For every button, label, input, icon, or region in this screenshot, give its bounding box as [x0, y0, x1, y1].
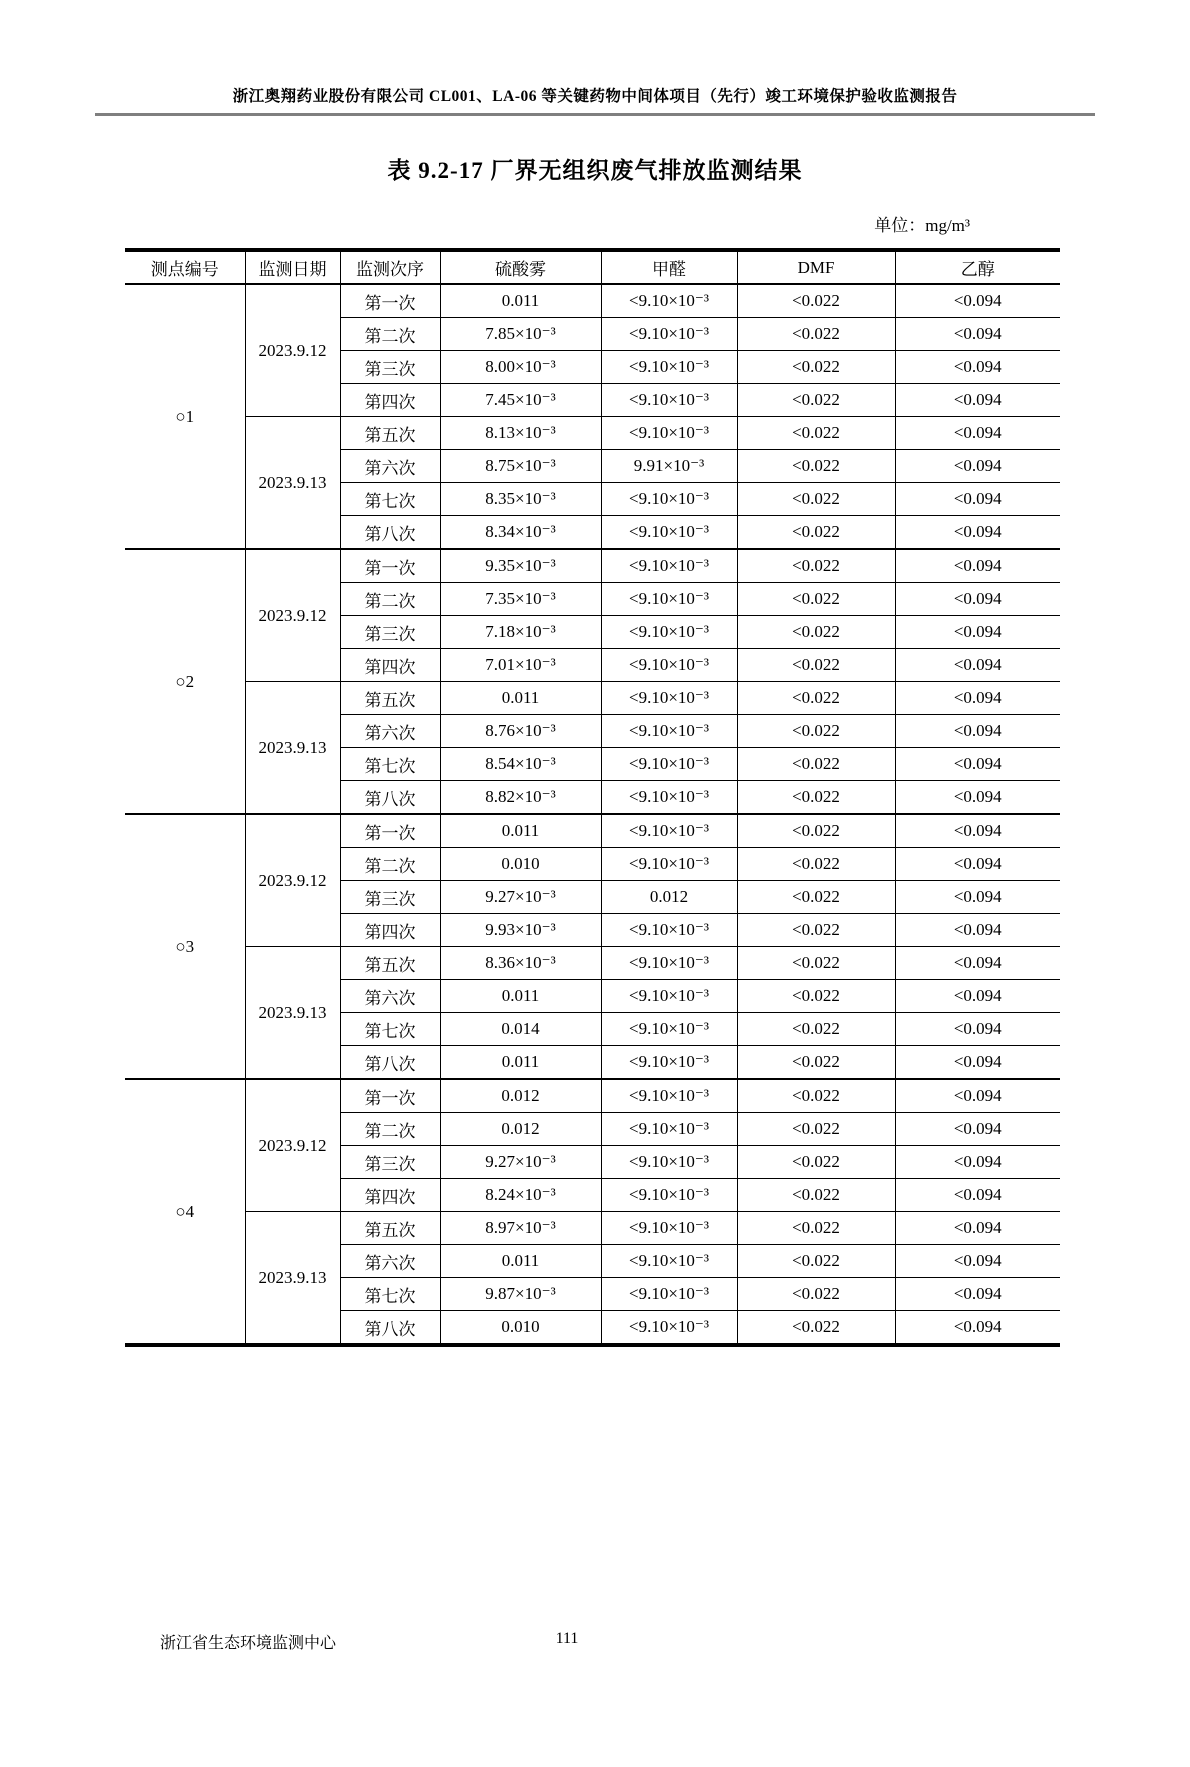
value-cell: <9.10×10⁻³ — [601, 417, 737, 450]
value-cell: <0.022 — [737, 384, 895, 417]
date-cell: 2023.9.13 — [245, 1212, 340, 1346]
sequence-cell: 第八次 — [340, 781, 440, 815]
value-cell: <0.022 — [737, 318, 895, 351]
value-cell: <0.094 — [895, 1179, 1060, 1212]
monitoring-results-table — [125, 248, 1060, 1347]
value-cell: <0.022 — [737, 781, 895, 815]
value-cell: <9.10×10⁻³ — [601, 483, 737, 516]
value-cell: <0.022 — [737, 616, 895, 649]
value-cell: 9.91×10⁻³ — [601, 450, 737, 483]
footer-organization: 浙江省生态环境监测中心 — [160, 1635, 337, 1652]
sequence-cell: 第五次 — [340, 1212, 440, 1245]
table-header — [125, 250, 1060, 284]
table-row — [125, 549, 1060, 583]
sequence-cell: 第四次 — [340, 914, 440, 947]
point-id-cell: ○2 — [125, 549, 245, 814]
value-cell: 9.35×10⁻³ — [440, 549, 601, 583]
value-cell: 8.00×10⁻³ — [440, 351, 601, 384]
sequence-cell: 第三次 — [340, 351, 440, 384]
value-cell: <9.10×10⁻³ — [601, 549, 737, 583]
date-cell: 2023.9.13 — [245, 417, 340, 550]
value-cell: <0.022 — [737, 1179, 895, 1212]
value-cell: <9.10×10⁻³ — [601, 516, 737, 550]
sequence-cell: 第六次 — [340, 1245, 440, 1278]
value-cell: 0.011 — [440, 814, 601, 848]
sequence-cell: 第一次 — [340, 284, 440, 318]
date-cell: 2023.9.12 — [245, 549, 340, 682]
value-cell: 0.014 — [440, 1013, 601, 1046]
sequence-cell: 第五次 — [340, 947, 440, 980]
sequence-cell: 第三次 — [340, 616, 440, 649]
value-cell: <9.10×10⁻³ — [601, 748, 737, 781]
value-cell: <0.022 — [737, 682, 895, 715]
value-cell: <9.10×10⁻³ — [601, 814, 737, 848]
sequence-cell: 第三次 — [340, 1146, 440, 1179]
sequence-cell: 第六次 — [340, 450, 440, 483]
value-cell: <0.094 — [895, 947, 1060, 980]
value-cell: <0.022 — [737, 848, 895, 881]
value-cell: <0.022 — [737, 748, 895, 781]
value-cell: <9.10×10⁻³ — [601, 616, 737, 649]
value-cell: <0.094 — [895, 483, 1060, 516]
value-cell: 8.75×10⁻³ — [440, 450, 601, 483]
col-header-ethanol: 乙醇 — [895, 250, 1060, 284]
value-cell: 8.34×10⁻³ — [440, 516, 601, 550]
value-cell: <0.094 — [895, 1311, 1060, 1346]
value-cell: <9.10×10⁻³ — [601, 583, 737, 616]
value-cell: <9.10×10⁻³ — [601, 1046, 737, 1080]
sequence-cell: 第一次 — [340, 549, 440, 583]
unit-label: 单位：mg/m³ — [874, 216, 970, 235]
value-cell: <9.10×10⁻³ — [601, 715, 737, 748]
table-row — [125, 417, 1060, 450]
value-cell: <0.022 — [737, 980, 895, 1013]
value-cell: <0.022 — [737, 1046, 895, 1080]
value-cell: <9.10×10⁻³ — [601, 1013, 737, 1046]
value-cell: <0.022 — [737, 284, 895, 318]
sequence-cell: 第八次 — [340, 516, 440, 550]
sequence-cell: 第四次 — [340, 384, 440, 417]
value-cell: 0.012 — [601, 881, 737, 914]
value-cell: 7.45×10⁻³ — [440, 384, 601, 417]
document-page — [0, 84, 1190, 1767]
sequence-cell: 第六次 — [340, 715, 440, 748]
sequence-cell: 第八次 — [340, 1046, 440, 1080]
sequence-cell: 第五次 — [340, 682, 440, 715]
value-cell: <0.094 — [895, 748, 1060, 781]
value-cell: <0.022 — [737, 549, 895, 583]
sequence-cell: 第二次 — [340, 1113, 440, 1146]
value-cell: <0.094 — [895, 814, 1060, 848]
value-cell: <0.022 — [737, 351, 895, 384]
point-id-cell: ○1 — [125, 284, 245, 549]
value-cell: <0.022 — [737, 649, 895, 682]
header-divider — [95, 113, 1095, 116]
value-cell: 9.93×10⁻³ — [440, 914, 601, 947]
value-cell: <9.10×10⁻³ — [601, 1146, 737, 1179]
value-cell: 0.012 — [440, 1113, 601, 1146]
value-cell: <0.094 — [895, 1212, 1060, 1245]
value-cell: 0.012 — [440, 1079, 601, 1113]
page-number: 111 — [555, 1630, 579, 1647]
value-cell: 9.27×10⁻³ — [440, 1146, 601, 1179]
sequence-cell: 第四次 — [340, 1179, 440, 1212]
value-cell: <0.022 — [737, 516, 895, 550]
sequence-cell: 第七次 — [340, 748, 440, 781]
value-cell: 8.76×10⁻³ — [440, 715, 601, 748]
sequence-cell: 第五次 — [340, 417, 440, 450]
value-cell: 0.011 — [440, 284, 601, 318]
col-header-point-id: 测点编号 — [125, 250, 245, 284]
value-cell: <0.094 — [895, 881, 1060, 914]
report-header-text: 浙江奥翔药业股份有限公司 CL001、LA-06 等关键药物中间体项目（先行）竣工环境保护验收监测报告 — [232, 88, 958, 105]
value-cell: <9.10×10⁻³ — [601, 980, 737, 1013]
col-header-sulfuric-acid-mist: 硫酸雾 — [440, 250, 601, 284]
value-cell: <0.094 — [895, 1013, 1060, 1046]
date-cell: 2023.9.12 — [245, 284, 340, 417]
value-cell: <0.094 — [895, 1245, 1060, 1278]
value-cell: <0.022 — [737, 1113, 895, 1146]
value-cell: <9.10×10⁻³ — [601, 781, 737, 815]
table-row — [125, 1079, 1060, 1113]
value-cell: <9.10×10⁻³ — [601, 1311, 737, 1346]
value-cell: 8.54×10⁻³ — [440, 748, 601, 781]
value-cell: 7.01×10⁻³ — [440, 649, 601, 682]
sequence-cell: 第六次 — [340, 980, 440, 1013]
value-cell: <9.10×10⁻³ — [601, 384, 737, 417]
table-row — [125, 682, 1060, 715]
value-cell: <0.022 — [737, 583, 895, 616]
value-cell: <0.022 — [737, 1212, 895, 1245]
table-row — [125, 814, 1060, 848]
table-row — [125, 947, 1060, 980]
value-cell: <0.022 — [737, 881, 895, 914]
value-cell: 7.85×10⁻³ — [440, 318, 601, 351]
value-cell: 8.24×10⁻³ — [440, 1179, 601, 1212]
point-id-cell: ○3 — [125, 814, 245, 1079]
value-cell: <0.094 — [895, 318, 1060, 351]
value-cell: <0.094 — [895, 980, 1060, 1013]
value-cell: <9.10×10⁻³ — [601, 1278, 737, 1311]
value-cell: 8.36×10⁻³ — [440, 947, 601, 980]
sequence-cell: 第八次 — [340, 1311, 440, 1346]
value-cell: <0.094 — [895, 682, 1060, 715]
value-cell: 0.010 — [440, 1311, 601, 1346]
sequence-cell: 第七次 — [340, 1013, 440, 1046]
sequence-cell: 第一次 — [340, 814, 440, 848]
date-cell: 2023.9.12 — [245, 1079, 340, 1212]
value-cell: <9.10×10⁻³ — [601, 914, 737, 947]
value-cell: 8.35×10⁻³ — [440, 483, 601, 516]
value-cell: <0.022 — [737, 814, 895, 848]
value-cell: <0.022 — [737, 1146, 895, 1179]
date-cell: 2023.9.12 — [245, 814, 340, 947]
value-cell: <9.10×10⁻³ — [601, 947, 737, 980]
value-cell: <9.10×10⁻³ — [601, 649, 737, 682]
sequence-cell: 第七次 — [340, 1278, 440, 1311]
sequence-cell: 第二次 — [340, 318, 440, 351]
value-cell: <0.094 — [895, 848, 1060, 881]
value-cell: <0.094 — [895, 715, 1060, 748]
value-cell: <9.10×10⁻³ — [601, 1245, 737, 1278]
value-cell: <0.094 — [895, 914, 1060, 947]
value-cell: <0.094 — [895, 450, 1060, 483]
value-cell: <0.094 — [895, 384, 1060, 417]
value-cell: 0.010 — [440, 848, 601, 881]
value-cell: <0.022 — [737, 947, 895, 980]
value-cell: <0.094 — [895, 1113, 1060, 1146]
value-cell: <0.022 — [737, 1278, 895, 1311]
value-cell: <0.022 — [737, 483, 895, 516]
value-cell: <9.10×10⁻³ — [601, 1212, 737, 1245]
date-cell: 2023.9.13 — [245, 682, 340, 815]
value-cell: <0.094 — [895, 516, 1060, 550]
value-cell: <9.10×10⁻³ — [601, 1113, 737, 1146]
value-cell: <0.094 — [895, 417, 1060, 450]
sequence-cell: 第三次 — [340, 881, 440, 914]
col-header-dmf: DMF — [737, 250, 895, 284]
table-row — [125, 1212, 1060, 1245]
sequence-cell: 第一次 — [340, 1079, 440, 1113]
value-cell: <0.094 — [895, 649, 1060, 682]
value-cell: <9.10×10⁻³ — [601, 284, 737, 318]
value-cell: 8.97×10⁻³ — [440, 1212, 601, 1245]
value-cell: <9.10×10⁻³ — [601, 1179, 737, 1212]
table-body — [125, 284, 1060, 1345]
value-cell: <0.022 — [737, 1013, 895, 1046]
sequence-cell: 第七次 — [340, 483, 440, 516]
col-header-formaldehyde: 甲醛 — [601, 250, 737, 284]
value-cell: <0.022 — [737, 715, 895, 748]
value-cell: <0.094 — [895, 549, 1060, 583]
col-header-date: 监测日期 — [245, 250, 340, 284]
value-cell: <0.022 — [737, 417, 895, 450]
value-cell: <9.10×10⁻³ — [601, 351, 737, 384]
value-cell: 0.011 — [440, 682, 601, 715]
value-cell: 0.011 — [440, 1245, 601, 1278]
value-cell: <0.094 — [895, 1046, 1060, 1080]
value-cell: <0.094 — [895, 1278, 1060, 1311]
value-cell: 7.35×10⁻³ — [440, 583, 601, 616]
value-cell: <0.022 — [737, 1245, 895, 1278]
date-cell: 2023.9.13 — [245, 947, 340, 1080]
sequence-cell: 第二次 — [340, 848, 440, 881]
sequence-cell: 第二次 — [340, 583, 440, 616]
value-cell: <0.094 — [895, 284, 1060, 318]
header-row — [125, 250, 1060, 284]
value-cell: 8.82×10⁻³ — [440, 781, 601, 815]
value-cell: 9.27×10⁻³ — [440, 881, 601, 914]
value-cell: <0.022 — [737, 1079, 895, 1113]
value-cell: <0.094 — [895, 1146, 1060, 1179]
value-cell: <0.022 — [737, 914, 895, 947]
col-header-sequence: 监测次序 — [340, 250, 440, 284]
value-cell: 7.18×10⁻³ — [440, 616, 601, 649]
point-id-cell: ○4 — [125, 1079, 245, 1345]
value-cell: 8.13×10⁻³ — [440, 417, 601, 450]
value-cell: 0.011 — [440, 980, 601, 1013]
sequence-cell: 第四次 — [340, 649, 440, 682]
value-cell: <9.10×10⁻³ — [601, 848, 737, 881]
value-cell: <0.094 — [895, 351, 1060, 384]
value-cell: <0.094 — [895, 583, 1060, 616]
value-cell: <0.022 — [737, 450, 895, 483]
value-cell: <9.10×10⁻³ — [601, 682, 737, 715]
value-cell: <0.094 — [895, 781, 1060, 815]
table-row — [125, 284, 1060, 318]
value-cell: <9.10×10⁻³ — [601, 1079, 737, 1113]
value-cell: <0.022 — [737, 1311, 895, 1346]
value-cell: <9.10×10⁻³ — [601, 318, 737, 351]
value-cell: <0.094 — [895, 1079, 1060, 1113]
value-cell: 0.011 — [440, 1046, 601, 1080]
value-cell: 9.87×10⁻³ — [440, 1278, 601, 1311]
table-title: 表 9.2-17 厂界无组织废气排放监测结果 — [387, 158, 803, 183]
value-cell: <0.094 — [895, 616, 1060, 649]
